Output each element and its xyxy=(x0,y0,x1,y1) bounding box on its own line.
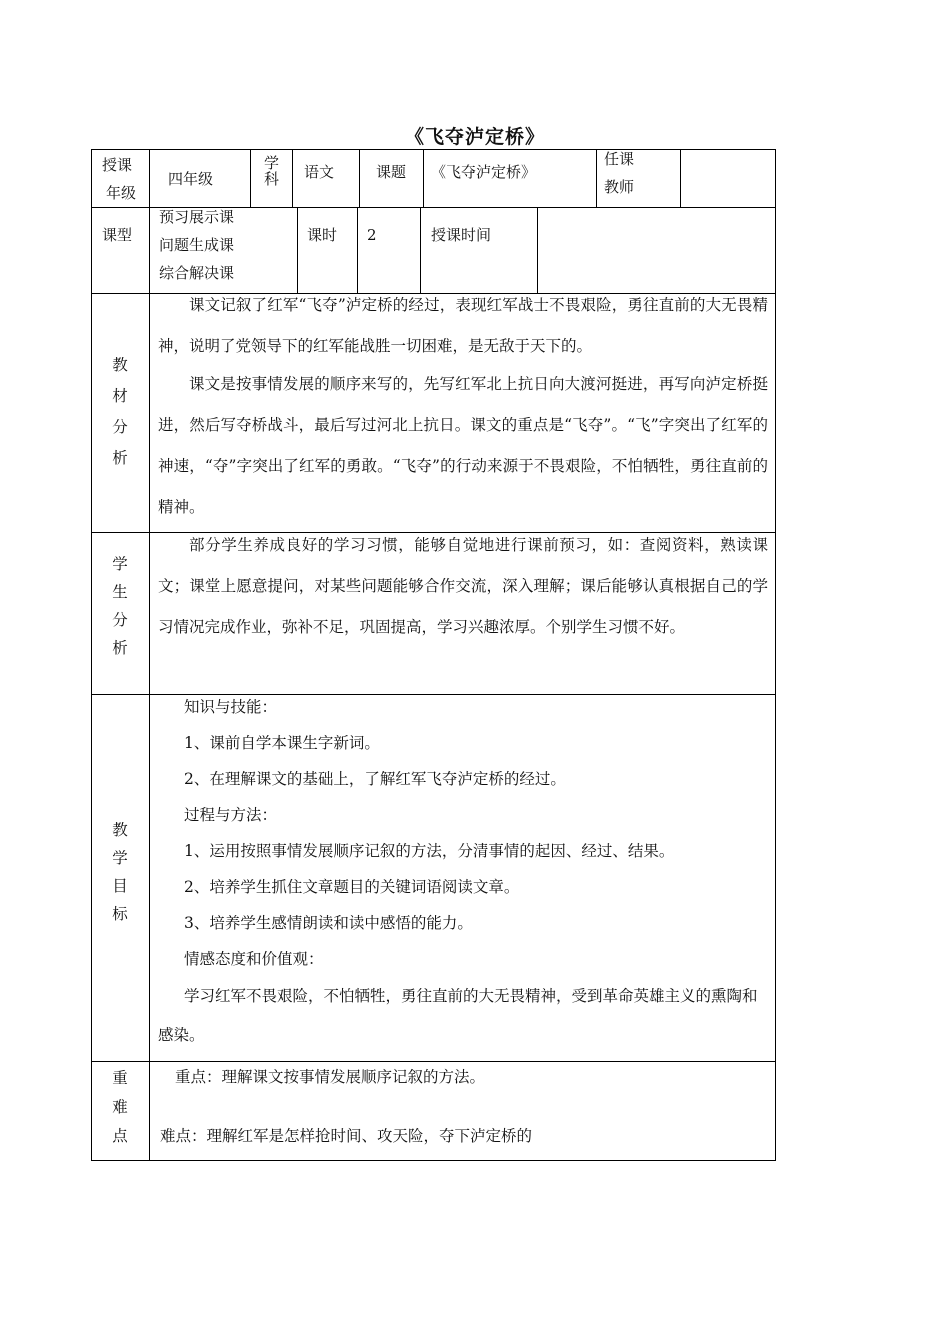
teaching-goals-label: 教 学 目 标 xyxy=(112,821,128,923)
goal-item: 1、课前自学本课生字新词。 xyxy=(184,734,380,752)
goal-item: 3、培养学生感情朗读和读中感悟的能力。 xyxy=(184,914,473,932)
grade-label-line1: 授课 xyxy=(102,156,133,174)
material-analysis-label: 教 材 分 析 xyxy=(112,356,128,467)
goal-item: 2、培养学生抓住文章题目的关键词语阅读文章。 xyxy=(184,878,520,896)
difficult-point-text: 难点：理解红军是怎样抢时间、攻天险，夺下泸定桥的 xyxy=(160,1127,533,1145)
emotion-text: 学习红军不畏艰险，不怕牺牲，勇往直前的大无畏精神，受到革命英雄主义的熏陶和感染。 xyxy=(158,987,758,1044)
process-heading: 过程与方法： xyxy=(184,806,278,824)
teacher-label-line2: 教师 xyxy=(604,178,635,196)
type-value: 综合解决课 xyxy=(159,264,235,282)
grade-value: 四年级 xyxy=(168,170,214,188)
student-analysis-label: 学 生 分 析 xyxy=(112,555,128,657)
col-divider xyxy=(357,207,358,293)
knowledge-heading: 知识与技能： xyxy=(184,698,278,716)
col-divider xyxy=(359,149,360,207)
col-divider xyxy=(423,149,424,207)
goal-item: 2、在理解课文的基础上，了解红军飞夺泸定桥的经过。 xyxy=(184,770,566,788)
student-paragraph: 部分学生养成良好的学习习惯，能够自觉地进行课前预习，如：查阅资料，熟读课文；课堂上愿意提问，对某些问题能够合作交流，深入理解；课后能够认真根据自己的学习情况完成作业，弥补不足，巩固提高，学习兴趣浓厚。个别学生习惯不好。 xyxy=(158,536,768,636)
col-divider xyxy=(250,149,251,207)
type-value: 预习展示课 xyxy=(159,208,235,226)
col-divider xyxy=(680,149,681,207)
key-point-text: 重点：理解课文按事情发展顺序记叙的方法。 xyxy=(175,1068,486,1086)
material-paragraph-1: 课文记叙了红军“飞夺”泸定桥的经过，表现红军战士不畏艰险，勇往直前的大无畏精神，说明了党领导下的红军能战胜一切困难，是无敌于天下的。 xyxy=(158,296,768,355)
col-divider xyxy=(537,207,538,293)
document-title: 《飞夺泸定桥》 xyxy=(404,126,545,148)
col-divider xyxy=(297,207,298,293)
key-points-label: 重 难 点 xyxy=(112,1069,128,1145)
grade-label-line2: 年级 xyxy=(106,184,137,202)
hours-value: 2 xyxy=(367,226,377,244)
label-column-divider xyxy=(149,293,150,1161)
type-value: 问题生成课 xyxy=(159,236,235,254)
material-paragraph-2: 课文是按事情发展的顺序来写的，先写红军北上抗日向大渡河挺进，再写向泸定桥挺进，然后写夺桥战斗，最后写过河北上抗日。课文的重点是“飞夺”。“飞”字突出了红军的神速，“夺”字突出了红军的勇敢。“飞夺”的行动来源于不畏艰险，不怕牺牲，勇往直前的精神。 xyxy=(158,375,768,516)
row-divider xyxy=(91,1061,776,1062)
topic-label: 课题 xyxy=(376,163,407,181)
teacher-label-line1: 任课 xyxy=(604,150,635,168)
col-divider xyxy=(149,149,150,207)
subject-label-line1: 学 xyxy=(264,154,280,172)
type-label: 课型 xyxy=(102,226,133,244)
time-label: 授课时间 xyxy=(431,226,492,244)
subject-label-line2: 科 xyxy=(264,170,280,188)
col-divider xyxy=(420,207,421,293)
hours-label: 课时 xyxy=(307,226,338,244)
col-divider xyxy=(596,149,597,207)
emotion-heading: 情感态度和价值观： xyxy=(184,950,324,968)
subject-value: 语文 xyxy=(304,163,335,181)
col-divider xyxy=(149,207,150,293)
topic-value: 《飞夺泸定桥》 xyxy=(431,163,537,181)
col-divider xyxy=(292,149,293,207)
goal-item: 1、运用按照事情发展顺序记叙的方法，分清事情的起因、经过、结果。 xyxy=(184,842,675,860)
